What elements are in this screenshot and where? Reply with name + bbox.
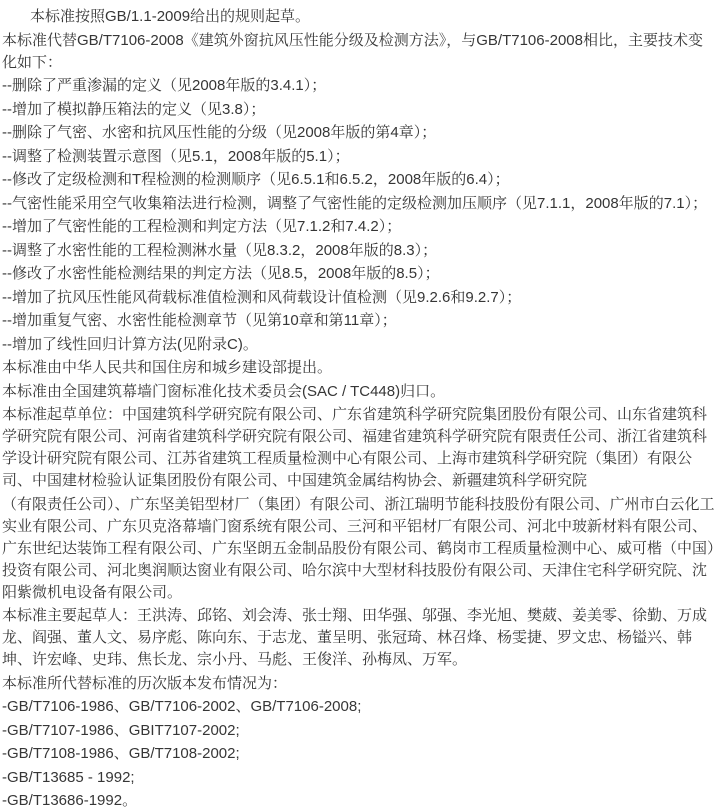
change-item-11: --增加重复气密、水密性能检测章节（见第10章和第11章）； — [2, 312, 397, 329]
history-item-3: -GB/T7108-1986、GB/T7108-2002; — [2, 745, 240, 762]
change-item-5: --修改了定级检测和T程检测的检测顺序（见6.5.1和6.5.2，2008年版的6.4）； — [2, 171, 510, 188]
history-item-5: -GB/T13686-1992。 — [2, 792, 138, 809]
change-item-10: --增加了抗风压性能风荷载标准值检测和风荷载设计值检测（见9.2.6和9.2.7）； — [2, 288, 522, 306]
para-centralized-by: 本标准由全国建筑幕墙门窗标准化技术委员会(SAC / TC448)归口。 — [2, 382, 446, 400]
para-drafting-units-continued: （有限责任公司）、广东坚美铝型材厂（集团）有限公司、浙江瑞明节能科技股份有限公司、广州市白云化工实业有限公司、广东贝克洛幕墙门窗系统有限公司、三河和平铝材厂有限公司、河北中玻新材料有限公司、广东世纪达装饰工程有限公司、广东坚朗五金制品股份有限公司、鹤岗市工程质量检测中心、威可楷（中国）投资有限公司、河北奥润顺达窗业有限公司、哈尔滨中大型材科技股份有限公司、天津住宅科学研究院、沈阳紫微机电设备有限公司。 — [2, 495, 715, 601]
change-item-3: --删除了气密、水密和抗风压性能的分级（见2008年版的第4章）； — [2, 124, 437, 141]
history-item-2: -GB/T7107-1986、GBIT7107-2002; — [2, 721, 240, 739]
change-item-2: --增加了模拟静压箱法的定义（见3.8）； — [2, 100, 266, 118]
change-item-1: --删除了严重渗漏的定义（见2008年版的3.4.1）； — [2, 77, 327, 94]
para-history-heading: 本标准所代替标准的历次版本发布情况为： — [2, 674, 288, 692]
change-item-7: --增加了气密性能的工程检测和判定方法（见7.1.2和7.4.2）； — [2, 218, 402, 235]
change-item-9: --修改了水密性能检测结果的判定方法（见8.5，2008年版的8.5）； — [2, 265, 440, 282]
history-item-4: -GB/T13685 - 1992; — [2, 768, 135, 786]
change-item-8: --调整了水密性能的工程检测淋水量（见8.3.2，2008年版的8.3）； — [2, 241, 438, 259]
change-item-4: --调整了检测装置示意图（见5.1，2008年版的5.1）； — [2, 147, 350, 165]
para-issued-by: 本标准由中华人民共和国住房和城乡建设部提出。 — [2, 359, 333, 376]
para-drafters: 本标准主要起草人：王洪涛、邱铭、刘会涛、张士翔、田华强、邬强、李光旭、樊葳、姜美零、徐勤、万成龙、阎强、董人文、易序彪、陈向东、于志龙、董呈明、张冠琦、林召烽、杨雯捷、罗文忠、杨镒兴、韩坤、许宏峰、史玮、焦长龙、宗小丹、马彪、王俊洋、孙梅凤、万军。 — [2, 607, 708, 668]
history-item-1: -GB/T7106-1986、GB/T7106-2002、GB/T7106-2008; — [2, 698, 362, 715]
para-drafting-rule: 本标准按照GB/1.1-2009给出的规则起草。 — [30, 8, 311, 25]
change-item-12: --增加了线性回归计算方法(见附录C)。 — [2, 335, 258, 353]
para-drafting-units: 本标准起草单位：中国建筑科学研究院有限公司、广东省建筑科学研究院集团股份有限公司、山东省建筑科学研究院有限公司、河南省建筑科学研究院有限公司、福建省建筑科学研究院有限责任公司、浙江省建筑科学设计研究院有限公司、江苏省建筑工程质量检测中心有限公司、上海市建筑科学研究院（集团）有限公司、中国建材检验认证集团股份有限公司、中国建筑金属结构协会、新疆建筑科学研究院 — [2, 406, 708, 489]
para-replacement-note: 本标准代替GB/T7106-2008《建筑外窗抗风压性能分级及检测方法》，与GB/T7106-2008相比，主要技术变化如下： — [2, 31, 703, 71]
change-item-6: --气密性能采用空气收集箱法进行检测，调整了气密性能的定级检测加压顺序（见7.1.1，2008年版的7.1）； — [2, 194, 708, 212]
